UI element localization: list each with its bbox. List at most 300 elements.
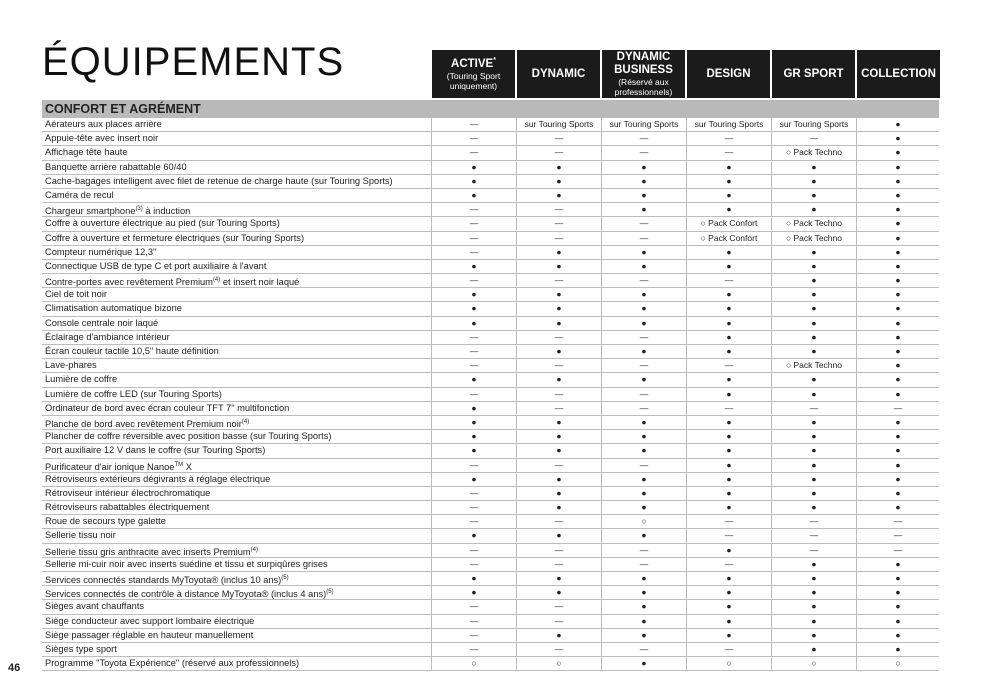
table-cell: sur Touring Sports <box>772 118 857 131</box>
table-row <box>42 260 939 274</box>
table-cell: ● <box>895 218 901 229</box>
column-name: DESIGN <box>706 67 751 80</box>
table-cell: ● <box>772 615 857 628</box>
table-cell: — <box>602 643 687 656</box>
table-cell: ● <box>895 147 901 158</box>
table-cell: — <box>432 643 517 656</box>
table-cell: — <box>602 331 687 344</box>
footnote-ref: (3) <box>135 206 143 213</box>
table-row <box>42 643 939 657</box>
table-cell: ● <box>517 473 602 486</box>
table-row <box>42 359 939 373</box>
table-cell: ● <box>772 643 857 656</box>
row-label <box>42 274 432 287</box>
table-cell: ● <box>602 288 687 301</box>
table-cell: ● <box>602 345 687 358</box>
column-name: GR SPORT <box>783 67 844 80</box>
table-cell: — <box>432 615 517 628</box>
table-cell: — <box>432 274 517 287</box>
table-cell: ● <box>772 572 857 585</box>
table-cell: — <box>602 459 687 472</box>
table-cell: — <box>432 600 517 613</box>
table-row <box>42 586 939 600</box>
table-cell: ● <box>517 345 602 358</box>
table-row <box>42 529 939 543</box>
table-cell: ● <box>602 501 687 514</box>
table-row <box>42 459 939 473</box>
table-row <box>42 189 939 203</box>
row-label-text: Sièges type sport <box>45 643 117 654</box>
table-cell: ● <box>895 275 901 286</box>
column-subtitle: (Touring Sport uniquement) <box>446 71 501 91</box>
table-cell: ● <box>895 431 901 442</box>
page-title: ÉQUIPEMENTS <box>42 40 345 84</box>
table-cell: ● <box>517 572 602 585</box>
table-cell: — <box>893 544 903 555</box>
row-label <box>42 288 432 301</box>
row-label <box>42 586 432 599</box>
row-label-text: Rétroviseurs rabattables électriquement <box>45 502 210 513</box>
table-cell: ● <box>895 558 901 569</box>
table-cell: ● <box>432 189 517 202</box>
table-cell: — <box>687 529 772 542</box>
row-label-text: Lumière de coffre <box>45 374 118 385</box>
row-label-text: Affichage tête haute <box>45 147 128 158</box>
table-cell: ● <box>602 444 687 457</box>
table-cell: ● <box>687 246 772 259</box>
table-cell: ● <box>517 430 602 443</box>
table-row <box>42 302 939 316</box>
row-label-text: Siège conducteur avec support lombaire électrique <box>45 615 255 626</box>
table-cell: ● <box>772 459 857 472</box>
table-cell: ● <box>517 317 602 330</box>
table-cell: — <box>517 274 602 287</box>
table-row <box>42 544 939 558</box>
row-label <box>42 444 432 457</box>
row-label-text: Écran couleur tactile 10,5" haute définition <box>45 346 219 356</box>
table-cell: — <box>517 515 602 528</box>
row-label <box>42 529 432 542</box>
row-label <box>42 657 432 670</box>
table-cell: — <box>432 487 517 500</box>
table-cell: — <box>893 402 903 413</box>
table-cell: — <box>432 132 517 145</box>
table-cell: ● <box>517 444 602 457</box>
column-header-collection <box>857 50 940 98</box>
row-label <box>42 373 432 386</box>
table-cell: ● <box>772 274 857 287</box>
table-cell: — <box>602 558 687 571</box>
table-cell: ● <box>895 587 901 598</box>
table-cell: ● <box>432 260 517 273</box>
table-cell: — <box>687 359 772 372</box>
table-cell: — <box>687 132 772 145</box>
table-row <box>42 416 939 430</box>
table-cell: — <box>602 132 687 145</box>
table-cell: ● <box>687 175 772 188</box>
table-cell: ● <box>772 473 857 486</box>
table-cell: ● <box>895 346 901 356</box>
table-cell: ○ Pack Techno <box>772 359 857 372</box>
row-label <box>42 189 432 202</box>
table-cell: ● <box>432 444 517 457</box>
table-cell: ○ Pack Confort <box>687 217 772 230</box>
table-cell: — <box>772 515 857 528</box>
table-cell: ● <box>895 416 901 427</box>
row-label <box>42 600 432 613</box>
row-label <box>42 388 432 401</box>
table-cell: ● <box>602 189 687 202</box>
table-row <box>42 217 939 231</box>
row-label <box>42 232 432 245</box>
table-cell: ● <box>602 175 687 188</box>
table-cell: ● <box>772 487 857 500</box>
table-cell: ● <box>895 502 901 513</box>
row-label-text: Services connectés standards MyToyota® (inclus 10 ans) <box>45 575 282 586</box>
table-cell: — <box>432 515 517 528</box>
table-cell: ○ <box>517 657 602 670</box>
row-label-text: Sellerie mi-cuir noir avec inserts suédine et tissu et surpiqûres grises <box>45 558 328 569</box>
table-cell: ● <box>772 416 857 429</box>
table-cell: ● <box>432 302 517 315</box>
table-row <box>42 444 939 458</box>
table-cell: ● <box>602 260 687 273</box>
table-cell: ● <box>895 133 901 144</box>
row-label-text: Programme "Toyota Expérience" (réservé aux professionnels) <box>45 658 300 669</box>
table-row <box>42 629 939 643</box>
column-subtitle: (Réservé aux professionnels) <box>614 77 673 97</box>
table-cell: — <box>517 359 602 372</box>
table-cell: ● <box>895 119 901 129</box>
table-cell: ● <box>517 189 602 202</box>
row-label-text: Plancher de coffre réversible avec position basse (sur Touring Sports) <box>45 431 332 442</box>
table-cell: — <box>517 132 602 145</box>
table-cell: ● <box>432 473 517 486</box>
table-cell: ● <box>687 487 772 500</box>
table-cell: ● <box>517 260 602 273</box>
table-cell: — <box>432 246 517 259</box>
row-label-text: Chargeur smartphone <box>45 206 136 217</box>
table-cell: ● <box>517 175 602 188</box>
row-label-text: Lave-phares <box>45 360 97 371</box>
table-cell: — <box>772 402 857 415</box>
row-label <box>42 515 432 528</box>
table-cell: ● <box>687 302 772 315</box>
table-cell: ● <box>772 331 857 344</box>
table-row <box>42 331 939 345</box>
table-cell: ● <box>432 529 517 542</box>
row-label-text: Console centrale noir laqué <box>45 317 159 328</box>
column-footnote: * <box>493 56 496 64</box>
table-cell: — <box>432 232 517 245</box>
row-label <box>42 402 432 415</box>
table-cell: — <box>517 643 602 656</box>
row-label <box>42 544 432 557</box>
row-label <box>42 146 432 159</box>
table-cell: ● <box>432 416 517 429</box>
table-cell: ● <box>772 501 857 514</box>
table-cell: — <box>687 643 772 656</box>
footnote-ref: (5) <box>281 575 289 581</box>
table-row <box>42 146 939 160</box>
table-cell: ● <box>517 629 602 642</box>
table-cell: ● <box>772 558 857 571</box>
table-cell: — <box>602 146 687 159</box>
table-cell: ● <box>602 487 687 500</box>
row-label-text: Rétroviseurs extérieurs dégivrants à réglage électrique <box>45 473 271 484</box>
table-cell: — <box>772 132 857 145</box>
table-cell: ● <box>772 175 857 188</box>
row-label <box>42 331 432 344</box>
table-cell: — <box>432 558 517 571</box>
footnote-ref: (4) <box>250 546 258 553</box>
table-cell: ● <box>432 175 517 188</box>
row-label-text: Caméra de recul <box>45 189 114 200</box>
row-label-text: Banquette arrière rabattable 60/40 <box>45 161 187 172</box>
table-cell: — <box>432 203 517 216</box>
table-cell: — <box>432 501 517 514</box>
table-cell: ● <box>772 302 857 315</box>
table-cell: ● <box>772 444 857 457</box>
column-header-dynamic <box>517 50 600 98</box>
table-row <box>42 487 939 501</box>
table-row <box>42 572 939 586</box>
row-label-text: Contre-portes avec revêtement Premium <box>45 277 213 288</box>
row-label-text: Compteur numérique 12,3" <box>45 246 157 257</box>
table-row <box>42 274 939 288</box>
table-row <box>42 558 939 572</box>
table-cell: ● <box>517 487 602 500</box>
table-cell: ● <box>895 473 901 484</box>
table-cell: ○ <box>432 657 517 670</box>
table-cell: ● <box>895 445 901 456</box>
table-cell: ● <box>772 317 857 330</box>
table-cell: ● <box>895 331 901 342</box>
row-label <box>42 430 432 443</box>
table-row <box>42 430 939 444</box>
table-cell: ● <box>895 643 901 654</box>
table-cell: ● <box>602 473 687 486</box>
table-cell: ● <box>432 288 517 301</box>
table-cell: ● <box>602 657 687 670</box>
table-row <box>42 345 939 359</box>
table-cell: ● <box>517 302 602 315</box>
table-cell: ● <box>772 189 857 202</box>
table-row <box>42 373 939 387</box>
table-cell: — <box>432 544 517 557</box>
table-cell: ● <box>687 331 772 344</box>
row-label <box>42 317 432 330</box>
table-cell: — <box>772 544 857 557</box>
table-cell: ● <box>517 586 602 599</box>
table-cell: ● <box>687 203 772 216</box>
table-cell: — <box>517 232 602 245</box>
row-label-text: Coffre à ouverture électrique au pied (sur Touring Sports) <box>45 218 280 229</box>
table-cell: ● <box>517 246 602 259</box>
table-cell: ● <box>687 600 772 613</box>
table-cell: ● <box>517 529 602 542</box>
footnote-ref: (5) <box>326 589 334 596</box>
table-cell: — <box>432 331 517 344</box>
row-label-text: Ordinateur de bord avec écran couleur TFT 7" multifonction <box>45 402 290 413</box>
table-cell: — <box>432 388 517 401</box>
table-cell: ● <box>772 161 857 174</box>
table-cell: ○ Pack Confort <box>687 232 772 245</box>
table-cell: ● <box>517 373 602 386</box>
row-label-tail: et insert noir laqué <box>220 277 300 288</box>
table-cell: — <box>517 544 602 557</box>
table-cell: ● <box>772 388 857 401</box>
table-cell: ● <box>772 373 857 386</box>
table-cell: — <box>687 146 772 159</box>
table-cell: — <box>602 544 687 557</box>
section-header: CONFORT ET AGRÉMENT <box>42 100 939 118</box>
table-cell: ● <box>602 615 687 628</box>
table-row <box>42 317 939 331</box>
table-cell: — <box>432 146 517 159</box>
row-label <box>42 118 432 131</box>
row-label-text: Siège passager réglable en hauteur manuellement <box>45 629 254 640</box>
table-row <box>42 161 939 175</box>
row-label-text: Lumière de coffre LED (sur Touring Sports) <box>45 388 222 399</box>
table-cell: — <box>772 529 857 542</box>
table-row <box>42 132 939 146</box>
table-cell: ○ Pack Techno <box>772 146 857 159</box>
row-label <box>42 487 432 500</box>
table-row <box>42 246 939 260</box>
table-row <box>42 402 939 416</box>
table-cell: ○ Pack Techno <box>772 232 857 245</box>
table-cell: ● <box>602 203 687 216</box>
table-cell: ● <box>895 629 901 640</box>
table-row <box>42 203 939 217</box>
row-label-tail: X <box>183 461 192 472</box>
table-cell: ● <box>895 260 901 271</box>
table-cell: ● <box>687 161 772 174</box>
table-cell: ● <box>602 529 687 542</box>
table-cell: — <box>517 558 602 571</box>
table-cell: ● <box>895 246 901 257</box>
table-row <box>42 615 939 629</box>
table-cell: ● <box>895 615 901 626</box>
row-label-text: Planche de bord avec revêtement Premium noir <box>45 419 242 430</box>
row-label-text: Éclairage d'ambiance intérieur <box>45 331 170 342</box>
table-cell: ● <box>687 430 772 443</box>
table-cell: ● <box>895 161 901 172</box>
table-cell: ● <box>895 374 901 385</box>
table-cell: ● <box>895 360 901 371</box>
table-cell: ● <box>602 629 687 642</box>
table-cell: — <box>602 232 687 245</box>
table-cell: ● <box>432 317 517 330</box>
table-cell: ● <box>895 289 901 300</box>
row-label-text: Climatisation automatique bizone <box>45 303 182 314</box>
table-cell: ● <box>687 459 772 472</box>
row-label <box>42 572 432 585</box>
row-label <box>42 501 432 514</box>
table-cell: ● <box>687 317 772 330</box>
row-label-tail: à induction <box>142 206 191 217</box>
table-cell: ● <box>602 302 687 315</box>
row-label-text: Cache-bagages intelligent avec filet de retenue de charge haute (sur Touring Sports) <box>45 175 393 186</box>
table-cell: ● <box>895 601 901 612</box>
table-cell: ● <box>895 317 901 328</box>
table-cell: — <box>893 516 903 527</box>
table-cell: ● <box>432 430 517 443</box>
table-cell: ● <box>895 459 901 470</box>
table-cell: ● <box>602 317 687 330</box>
row-label <box>42 345 432 358</box>
table-row <box>42 600 939 614</box>
row-label-text: Appuie-tête avec insert noir <box>45 133 159 144</box>
table-cell: ● <box>772 260 857 273</box>
table-cell: ● <box>687 572 772 585</box>
column-header-gr-sport <box>772 50 855 98</box>
table-cell: ● <box>432 586 517 599</box>
table-cell: ● <box>687 189 772 202</box>
row-label-text: Sièges avant chauffants <box>45 601 145 612</box>
table-row <box>42 118 939 132</box>
table-cell: — <box>432 359 517 372</box>
table-cell: ● <box>772 586 857 599</box>
row-label <box>42 359 432 372</box>
row-label-text: Coffre à ouverture et fermeture électriques (sur Touring Sports) <box>45 232 305 243</box>
table-cell: ● <box>772 629 857 642</box>
table-cell: — <box>432 217 517 230</box>
table-cell: ○ <box>772 657 857 670</box>
table-cell: ● <box>602 246 687 259</box>
table-cell: — <box>602 217 687 230</box>
table-cell: ● <box>687 544 772 557</box>
row-label <box>42 302 432 315</box>
table-cell: ● <box>687 629 772 642</box>
table-cell: ● <box>687 416 772 429</box>
table-cell: ● <box>432 373 517 386</box>
table-cell: ○ <box>687 657 772 670</box>
table-cell: ● <box>895 388 901 399</box>
table-cell: ● <box>687 373 772 386</box>
footnote-ref: (4) <box>241 418 250 425</box>
table-cell: — <box>602 274 687 287</box>
table-cell: ● <box>895 232 901 243</box>
table-cell: ● <box>895 189 901 200</box>
table-cell: ● <box>772 430 857 443</box>
column-headers <box>432 50 942 98</box>
table-row <box>42 657 939 671</box>
table-cell: ● <box>895 487 901 498</box>
row-label <box>42 643 432 656</box>
table-cell: ● <box>687 473 772 486</box>
table-cell: ○ <box>602 515 687 528</box>
table-cell: ● <box>602 600 687 613</box>
row-label <box>42 246 432 259</box>
row-label-text: Purificateur d'air ionique Nanoe <box>45 461 175 472</box>
column-name: ACTIVE <box>451 57 494 70</box>
row-label <box>42 473 432 486</box>
table-cell: — <box>687 274 772 287</box>
table-cell: — <box>517 331 602 344</box>
table-cell: ● <box>432 572 517 585</box>
footnote-ref: TM <box>174 461 184 468</box>
equipment-table <box>42 118 939 671</box>
table-cell: — <box>517 402 602 415</box>
column-header-active <box>432 50 515 98</box>
table-row <box>42 388 939 402</box>
table-cell: sur Touring Sports <box>687 118 772 131</box>
table-cell: — <box>517 388 602 401</box>
table-cell: — <box>432 345 517 358</box>
row-label <box>42 132 432 145</box>
